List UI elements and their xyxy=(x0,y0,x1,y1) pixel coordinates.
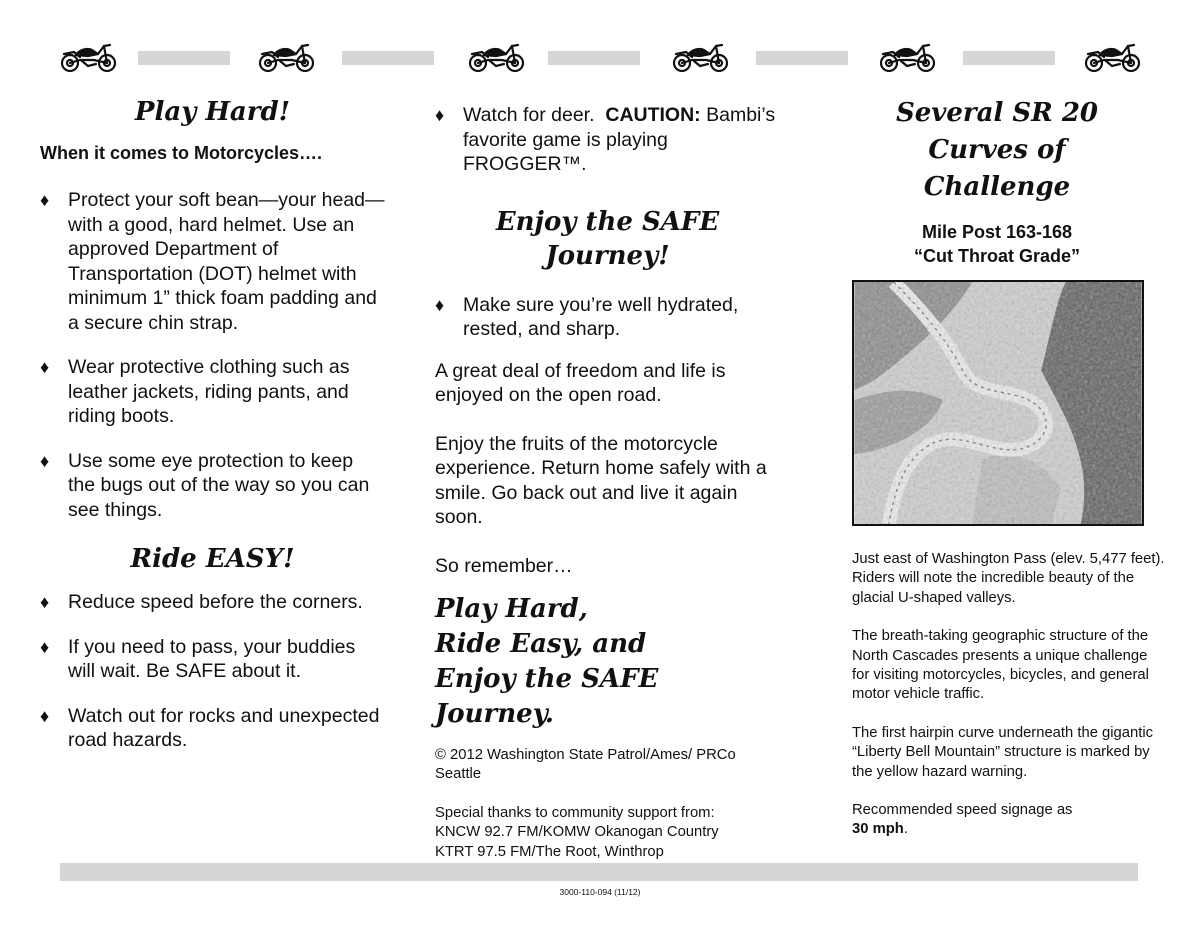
ride-easy-title: Ride EASY! xyxy=(130,544,295,574)
form-number: 3000-110-094 (11/12) xyxy=(559,887,641,898)
motorcycle-icon xyxy=(256,36,316,76)
diamond-bullet-icon: ♦ xyxy=(435,105,445,125)
list-item: ♦ If you need to pass, your buddies will wait. Be SAFE about it. xyxy=(40,635,356,682)
fruits-paragraph: Enjoy the fruits of the motorcycle experience. Return home safely with a smile. Go back out and live it again soon. xyxy=(435,432,767,528)
closing-slogan: Play Hard, Ride Easy, and Enjoy the SAFE Journey. xyxy=(435,594,659,729)
list-item: ♦ Watch out for rocks and unexpected road hazards. xyxy=(40,704,380,751)
remember-paragraph: So remember… xyxy=(435,554,573,577)
divider-bar xyxy=(548,51,640,65)
motorcycle-icon xyxy=(1082,36,1142,76)
north-cascades-paragraph: The breath-taking geographic structure of the North Cascades presents a unique challenge for visiting motorcycles, bicycles, and general motor vehicle traffic. xyxy=(852,628,1149,703)
diamond-bullet-icon: ♦ xyxy=(40,450,50,471)
diamond-bullet-icon: ♦ xyxy=(40,592,50,612)
column-safe-journey xyxy=(435,95,780,897)
list-item: ♦ Reduce speed before the corners. xyxy=(40,591,363,613)
safe-journey-title: Enjoy the SAFE Journey! xyxy=(495,206,720,271)
aerial-road-photo xyxy=(852,280,1144,526)
list-item: ♦ Watch for deer. CAUTION: Bambi’s favorite game is playing FROGGER™. xyxy=(435,104,776,175)
speed-signage-paragraph: Recommended speed signage as 30 mph. xyxy=(852,802,1073,838)
copyright-text: © 2012 Washington State Patrol/Ames/ PRCo Seattle xyxy=(435,747,736,783)
speed-value: 30 mph xyxy=(852,821,904,838)
freedom-paragraph: A great deal of freedom and life is enjoyed on the open road. xyxy=(435,359,726,406)
list-item: ♦ Wear protective clothing such as leather jackets, riding pants, and riding boots. xyxy=(40,356,350,427)
column-play-hard xyxy=(40,95,385,753)
station-item: KNCW 92.7 FM/KOMW Okanogan Country xyxy=(435,824,719,841)
divider-bar xyxy=(138,51,230,65)
divider-bar xyxy=(756,51,848,65)
column-curves-of-challenge xyxy=(852,95,1167,840)
station-item: KTRT 97.5 FM/The Root, Winthrop xyxy=(435,843,664,860)
diamond-bullet-icon: ♦ xyxy=(435,294,445,315)
divider-bar xyxy=(342,51,434,65)
motorcycle-icon xyxy=(877,36,937,76)
diamond-bullet-icon: ♦ xyxy=(40,357,50,377)
motorcycle-icon xyxy=(466,36,526,76)
motorcycle-icon xyxy=(670,36,730,76)
divider-bar xyxy=(963,51,1055,65)
motorcycles-intro: When it comes to Motorcycles…. xyxy=(40,143,323,163)
caution-label: CAUTION: xyxy=(605,104,701,126)
thanks-section: Special thanks to community support from: KNCW 92.7 FM/KOMW Okanogan Country KTRT 97.5 FM/The Root, Winthrop xyxy=(435,804,780,882)
footer-divider-bar xyxy=(60,863,1138,881)
curves-title: Several SR 20 Curves of Challenge xyxy=(895,98,1099,202)
diamond-bullet-icon: ♦ xyxy=(40,705,50,726)
list-item: ♦ Make sure you’re well hydrated, rested, and sharp. xyxy=(435,293,739,340)
diamond-bullet-icon: ♦ xyxy=(40,636,50,657)
washington-pass-paragraph: Just east of Washington Pass (elev. 5,477 feet). Riders will note the incredible beauty of the glacial U-shaped valleys. xyxy=(852,551,1165,606)
mile-post-heading: Mile Post 163-168 “Cut Throat Grade” xyxy=(913,222,1080,266)
header-divider-band xyxy=(0,36,1200,82)
diamond-bullet-icon: ♦ xyxy=(40,190,50,210)
list-item: ♦ Protect your soft bean—your head—with a good, hard helmet. Use an approved Department of Transportation (DOT) helmet with minimum 1” thick foam padding and a secure chin strap. xyxy=(40,189,385,334)
play-hard-title: Play Hard! xyxy=(134,97,291,127)
list-item: ♦ Use some eye protection to keep the bugs out of the way so you can see things. xyxy=(40,449,370,521)
hairpin-paragraph: The first hairpin curve underneath the gigantic “Liberty Bell Mountain” structure is marked by the yellow hazard warning. xyxy=(852,724,1154,780)
motorcycle-icon xyxy=(58,36,118,76)
